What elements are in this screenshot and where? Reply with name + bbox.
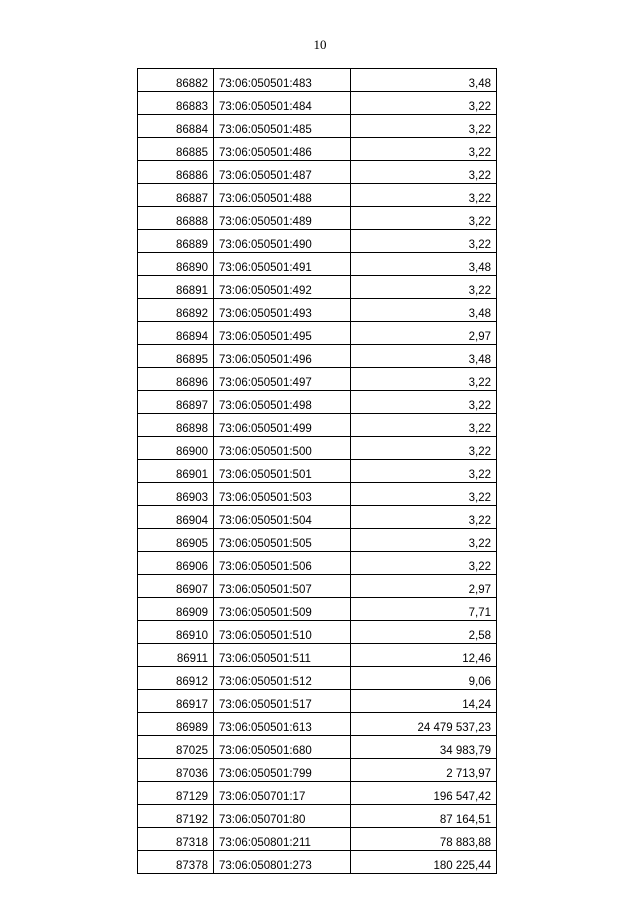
table-row: [138, 299, 497, 322]
cadastral-number-cell: 73:06:050501:501: [214, 460, 351, 483]
table-row: [138, 506, 497, 529]
row-id-cell: 86884: [138, 115, 214, 138]
cadastral-number-cell: 73:06:050501:613: [214, 713, 351, 736]
cadastral-number-cell: 73:06:050501:490: [214, 230, 351, 253]
cadastral-number-cell: 73:06:050501:495: [214, 322, 351, 345]
table-row: [138, 138, 497, 161]
value-cell: 3,22: [351, 552, 497, 575]
cadastral-number-cell: 73:06:050501:507: [214, 575, 351, 598]
row-id-cell: 86896: [138, 368, 214, 391]
table-row: [138, 552, 497, 575]
table-row: [138, 667, 497, 690]
table-row: [138, 184, 497, 207]
value-cell: 2,97: [351, 575, 497, 598]
row-id-cell: 86890: [138, 253, 214, 276]
value-cell: 3,48: [351, 345, 497, 368]
cadastral-number-cell: 73:06:050501:486: [214, 138, 351, 161]
cadastral-number-cell: 73:06:050501:491: [214, 253, 351, 276]
value-cell: 9,06: [351, 667, 497, 690]
value-cell: 3,22: [351, 230, 497, 253]
row-id-cell: 86904: [138, 506, 214, 529]
table-row: [138, 207, 497, 230]
cadastral-number-cell: 73:06:050501:492: [214, 276, 351, 299]
table-row: [138, 69, 497, 92]
row-id-cell: 86889: [138, 230, 214, 253]
table-row: [138, 828, 497, 851]
value-cell: 3,22: [351, 414, 497, 437]
row-id-cell: 86885: [138, 138, 214, 161]
value-cell: 3,22: [351, 483, 497, 506]
table-row: [138, 529, 497, 552]
row-id-cell: 87318: [138, 828, 214, 851]
value-cell: 3,22: [351, 391, 497, 414]
cadastral-number-cell: 73:06:050501:498: [214, 391, 351, 414]
row-id-cell: 86911: [138, 644, 214, 667]
table-row: [138, 345, 497, 368]
row-id-cell: 86901: [138, 460, 214, 483]
cadastral-number-cell: 73:06:050501:488: [214, 184, 351, 207]
value-cell: 34 983,79: [351, 736, 497, 759]
row-id-cell: 86909: [138, 598, 214, 621]
cadastral-number-cell: 73:06:050501:505: [214, 529, 351, 552]
value-cell: 2 713,97: [351, 759, 497, 782]
table-row: [138, 851, 497, 874]
value-cell: 3,22: [351, 437, 497, 460]
value-cell: 3,22: [351, 276, 497, 299]
row-id-cell: 86905: [138, 529, 214, 552]
value-cell: 3,22: [351, 529, 497, 552]
table-row: [138, 161, 497, 184]
table-row: [138, 736, 497, 759]
cadastral-number-cell: 73:06:050501:680: [214, 736, 351, 759]
table-row: [138, 115, 497, 138]
row-id-cell: 86892: [138, 299, 214, 322]
cadastral-number-cell: 73:06:050501:511: [214, 644, 351, 667]
row-id-cell: 86886: [138, 161, 214, 184]
row-id-cell: 87192: [138, 805, 214, 828]
row-id-cell: 86898: [138, 414, 214, 437]
table-row: [138, 230, 497, 253]
cadastral-number-cell: 73:06:050801:273: [214, 851, 351, 874]
row-id-cell: 86910: [138, 621, 214, 644]
cadastral-number-cell: 73:06:050501:485: [214, 115, 351, 138]
table-row: [138, 644, 497, 667]
row-id-cell: 87036: [138, 759, 214, 782]
cadastral-number-cell: 73:06:050501:509: [214, 598, 351, 621]
row-id-cell: 86900: [138, 437, 214, 460]
row-id-cell: 86891: [138, 276, 214, 299]
value-cell: 3,48: [351, 69, 497, 92]
table-row: [138, 575, 497, 598]
value-cell: 7,71: [351, 598, 497, 621]
cadastral-number-cell: 73:06:050801:211: [214, 828, 351, 851]
value-cell: 12,46: [351, 644, 497, 667]
value-cell: 78 883,88: [351, 828, 497, 851]
table-row: [138, 253, 497, 276]
value-cell: 87 164,51: [351, 805, 497, 828]
value-cell: 3,22: [351, 92, 497, 115]
cadastral-number-cell: 73:06:050501:504: [214, 506, 351, 529]
table-row: [138, 805, 497, 828]
value-cell: 196 547,42: [351, 782, 497, 805]
row-id-cell: 86917: [138, 690, 214, 713]
row-id-cell: 87025: [138, 736, 214, 759]
cadastral-number-cell: 73:06:050501:497: [214, 368, 351, 391]
table-row: [138, 92, 497, 115]
cadastral-number-cell: 73:06:050501:500: [214, 437, 351, 460]
table-row: [138, 322, 497, 345]
cadastral-number-cell: 73:06:050501:517: [214, 690, 351, 713]
value-cell: 3,48: [351, 253, 497, 276]
cadastral-number-cell: 73:06:050501:484: [214, 92, 351, 115]
table-row: [138, 391, 497, 414]
cadastral-number-cell: 73:06:050501:487: [214, 161, 351, 184]
row-id-cell: 86888: [138, 207, 214, 230]
table-row: [138, 368, 497, 391]
value-cell: 3,22: [351, 460, 497, 483]
table-row: [138, 713, 497, 736]
value-cell: 3,22: [351, 368, 497, 391]
cadastral-number-cell: 73:06:050501:503: [214, 483, 351, 506]
value-cell: 3,48: [351, 299, 497, 322]
cadastral-number-cell: 73:06:050501:510: [214, 621, 351, 644]
value-cell: 14,24: [351, 690, 497, 713]
cadastral-number-cell: 73:06:050501:512: [214, 667, 351, 690]
row-id-cell: 86912: [138, 667, 214, 690]
row-id-cell: 86894: [138, 322, 214, 345]
value-cell: 180 225,44: [351, 851, 497, 874]
table-row: [138, 437, 497, 460]
cadastral-number-cell: 73:06:050501:799: [214, 759, 351, 782]
row-id-cell: 86895: [138, 345, 214, 368]
row-id-cell: 86883: [138, 92, 214, 115]
table-row: [138, 276, 497, 299]
cadastral-number-cell: 73:06:050501:499: [214, 414, 351, 437]
table-row: [138, 690, 497, 713]
table-row: [138, 598, 497, 621]
cadastral-number-cell: 73:06:050501:496: [214, 345, 351, 368]
cadastral-number-cell: 73:06:050501:506: [214, 552, 351, 575]
value-cell: 3,22: [351, 184, 497, 207]
value-cell: 3,22: [351, 161, 497, 184]
cadastral-number-cell: 73:06:050701:80: [214, 805, 351, 828]
cadastral-number-cell: 73:06:050501:483: [214, 69, 351, 92]
value-cell: 3,22: [351, 138, 497, 161]
value-cell: 3,22: [351, 506, 497, 529]
table-row: [138, 460, 497, 483]
table-row: [138, 621, 497, 644]
value-cell: 3,22: [351, 207, 497, 230]
row-id-cell: 86989: [138, 713, 214, 736]
table-row: [138, 759, 497, 782]
cadastral-number-cell: 73:06:050701:17: [214, 782, 351, 805]
row-id-cell: 86906: [138, 552, 214, 575]
cadastral-number-cell: 73:06:050501:493: [214, 299, 351, 322]
row-id-cell: 86903: [138, 483, 214, 506]
page-number: 10: [313, 37, 327, 52]
row-id-cell: 87378: [138, 851, 214, 874]
data-table: [137, 68, 497, 874]
row-id-cell: 86887: [138, 184, 214, 207]
table-row: [138, 483, 497, 506]
row-id-cell: 86907: [138, 575, 214, 598]
table-row: [138, 414, 497, 437]
row-id-cell: 87129: [138, 782, 214, 805]
value-cell: 2,58: [351, 621, 497, 644]
row-id-cell: 86897: [138, 391, 214, 414]
value-cell: 3,22: [351, 115, 497, 138]
value-cell: 2,97: [351, 322, 497, 345]
table-row: [138, 782, 497, 805]
table-body: [138, 69, 497, 874]
cadastral-number-cell: 73:06:050501:489: [214, 207, 351, 230]
row-id-cell: 86882: [138, 69, 214, 92]
value-cell: 24 479 537,23: [351, 713, 497, 736]
